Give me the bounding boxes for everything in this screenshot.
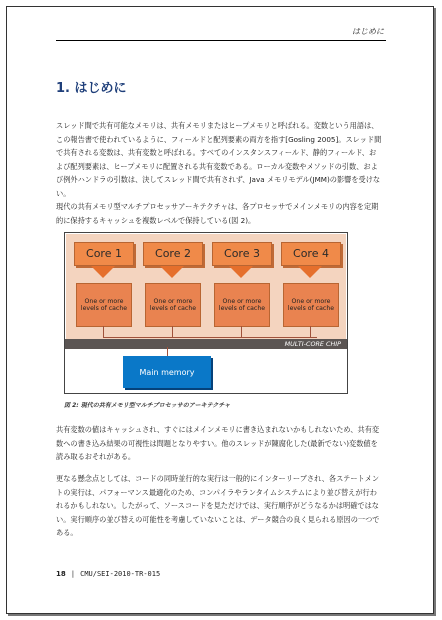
- cache-4-box: One or more levels of cache: [283, 283, 339, 327]
- core-2-arrow: [160, 266, 184, 278]
- multicore-chip: [66, 234, 346, 346]
- core-2-box: Core 2: [143, 242, 203, 266]
- figure-caption: 図 2: 現代の共有メモリ型マルチプロセッサのアーキテクチャ: [64, 402, 231, 409]
- cache-1-connector: [103, 326, 104, 337]
- main-memory-box: Main memory: [123, 356, 211, 388]
- paragraph-2: 現代の共有メモリ型マルチプロセッサアーキテクチャは、各プロセッサでメインメモリの内容を定期的に保持するキャッシュを複数レベルで保持している(図 2)。: [56, 202, 379, 225]
- chip-label: MULTI-CORE CHIP: [284, 340, 341, 348]
- cache-3-connector: [241, 326, 242, 337]
- cache-4-connector: [310, 326, 311, 337]
- core-3-box: Core 3: [212, 242, 272, 266]
- memory-connector: [167, 347, 168, 356]
- core-1-arrow: [91, 266, 115, 278]
- paragraph-4: 更なる懸念点としては、コードの同時並行的な実行は一般的にインターリーブされ、各ステートメントの実行は、パフォーマンス最適化のため、コンパイラやランタイムシステムにより並び替えが行われるかもしれない。したがって、ソースコードを見ただけでは、実行順序がどうなるかは明確ではない。実行順序の並び替えの可能性を考慮していないことは、データ競合の良く見られる原因の一つである。: [56, 474, 380, 537]
- core-1-box: Core 1: [74, 242, 134, 266]
- core-4-arrow: [298, 266, 322, 278]
- document-id: CMU/SEI-2010-TR-015: [80, 570, 161, 578]
- core-3-arrow: [229, 266, 253, 278]
- page-number: 18: [56, 570, 66, 578]
- core-4-box: Core 4: [281, 242, 341, 266]
- footer-separator: |: [71, 570, 75, 578]
- section-title: 1. はじめに: [56, 81, 127, 96]
- cache-2-connector: [172, 326, 173, 337]
- cache-2-box: One or more levels of cache: [145, 283, 201, 327]
- figure-multicore-architecture: [64, 232, 348, 394]
- cache-1-box: One or more levels of cache: [76, 283, 132, 327]
- cache-3-box: One or more levels of cache: [214, 283, 270, 327]
- paragraph-3: 共有変数の値はキャッシュされ、すぐにはメインメモリに書き込まれないかもしれないため、共有変数への書き込み結果の可視性は問題となりやすい。他のスレッドが陳腐化した(最新でない)変数値を読み取るおそれがある。: [56, 425, 380, 461]
- bus-line: [103, 337, 317, 338]
- header-rule: [56, 40, 386, 41]
- paragraph-1: スレッド間で共有可能なメモリは、共有メモリまたはヒープメモリと呼ばれる。変数という用語は、この報告書で使われているように、フィールドと配列要素の両方を指す[Gosling 2005]。スレッド間で共有される変数は、共有変数と呼ばれる。すべてのインスタンスフィールド、静的フィールド、および配列要素は、ヒープメモリに配置される共有変数である。ローカル変数やメソッドの引数、および例外ハンドラの引数は、決してスレッド間で共有されず、Java メモリモデル(JMM)の影響を受けない。: [56, 121, 382, 198]
- page-footer: [56, 570, 160, 578]
- running-header: はじめに: [352, 27, 384, 36]
